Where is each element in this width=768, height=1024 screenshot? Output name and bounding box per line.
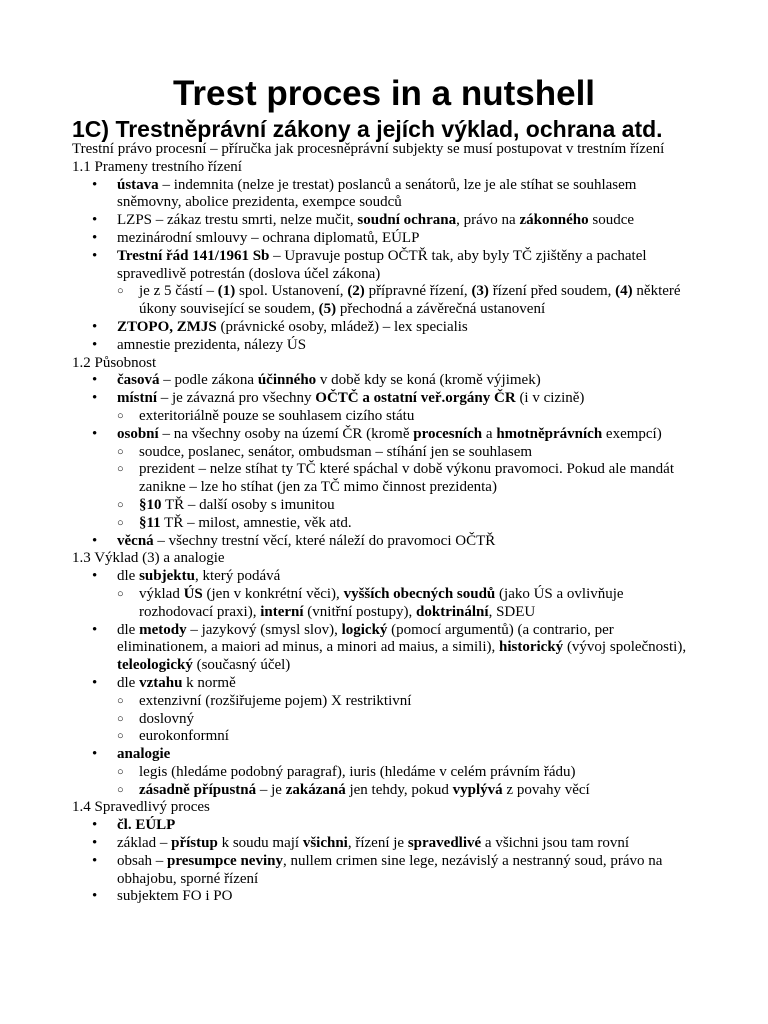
- text-run: amnestie prezidenta, nálezy ÚS: [117, 336, 307, 353]
- text-run: dle: [117, 674, 140, 691]
- bold-text: hmotněprávních: [496, 425, 603, 442]
- text-run: TŘ – milost, amnestie, věk atd.: [160, 514, 352, 531]
- bold-text: vyplývá: [452, 781, 503, 798]
- bold-text: logický: [341, 621, 388, 638]
- sub-bullet-item: [72, 497, 696, 515]
- bold-text: (2): [347, 283, 365, 300]
- text-run: (vnitřní postupy),: [303, 603, 417, 620]
- text-run: , právo na: [456, 212, 520, 229]
- text-run: 1.1 Prameny trestního řízení: [72, 158, 242, 175]
- text-run: – indemnita (nelze je trestat) poslanců a senátorů, lze je ale stíhat se souhlasem sněmovny, abolice prezidenta, exempce soudců: [117, 176, 637, 211]
- bold-text: historický: [499, 639, 564, 656]
- text-run: (současný účel): [192, 657, 291, 674]
- text-run: soudce, poslanec, senátor, ombudsman – stíhání jen se souhlasem: [139, 443, 533, 460]
- text-run: – Upravuje postup OČTŘ tak, aby byly TČ zjištěny a pachatel spravedlivě potrestán (doslova účel zákona): [117, 247, 647, 282]
- text-run: řízení před soudem,: [488, 283, 616, 300]
- text-run: , který podává: [194, 568, 281, 585]
- text-run: (jen v konkrétní věci),: [202, 585, 344, 602]
- text-run: 1.4 Spravedlivý proces: [72, 799, 210, 816]
- sub-bullet-item: [72, 283, 696, 319]
- sub-bullet-item: [72, 711, 696, 729]
- bold-text: metody: [139, 621, 187, 638]
- text-run: soudce: [588, 212, 635, 229]
- text-run: LZPS – zákaz trestu smrti, nelze mučit,: [117, 212, 358, 229]
- bold-text: ÚS: [183, 585, 203, 602]
- text-run: výklad: [139, 585, 184, 602]
- sub-bullet-item: [72, 444, 696, 462]
- text-run: , SDEU: [488, 603, 536, 620]
- document-body: [72, 141, 696, 906]
- text-run: z povahy věcí: [502, 781, 590, 798]
- sub-bullet-item: [72, 586, 696, 622]
- bold-text: (4): [615, 283, 633, 300]
- text-run: obsah –: [117, 852, 167, 869]
- bold-text: subjektu: [139, 568, 195, 585]
- text-run: mezinárodní smlouvy – ochrana diplomatů, EÚLP: [117, 229, 420, 246]
- text-run: a: [482, 425, 497, 442]
- bullet-item: [72, 177, 696, 213]
- bold-text: ústava: [117, 176, 159, 193]
- sub-bullet-item: [72, 693, 696, 711]
- text-run: přípravné řízení,: [364, 283, 472, 300]
- text-run: – jazykový (smysl slov),: [186, 621, 342, 638]
- text-run: (i v cizině): [515, 390, 585, 407]
- paragraph: [72, 141, 696, 159]
- text-run: (vývoj společnosti),: [563, 639, 687, 656]
- sub-bullet-item: [72, 408, 696, 426]
- bullet-item: [72, 746, 696, 764]
- text-run: (jako ÚS a ovlivňuje rozhodovací praxi),: [139, 585, 624, 620]
- text-run: základ –: [117, 835, 172, 852]
- bold-text: OČTČ a ostatní veř.orgány ČR: [315, 390, 516, 407]
- text-run: k soudu mají: [217, 835, 303, 852]
- text-run: (právnické osoby, mládež) – lex specialis: [216, 318, 468, 335]
- bold-text: soudní ochrana: [357, 212, 457, 229]
- paragraph: [72, 159, 696, 177]
- text-run: 1.2 Působnost: [72, 354, 157, 371]
- text-run: (pomocí argumentů) (a contrario, per eliminationem, a maiori ad minus, a minori ad maius, a simili),: [117, 621, 614, 656]
- text-run: TŘ – další osoby s imunitou: [161, 496, 335, 513]
- bold-text: časová: [117, 372, 160, 389]
- paragraph: [72, 550, 696, 568]
- text-run: eurokonformní: [139, 728, 229, 745]
- bold-text: (3): [471, 283, 489, 300]
- bullet-item: [72, 568, 696, 586]
- text-run: – je závazná pro všechny: [157, 390, 316, 407]
- bold-text: interní: [260, 603, 304, 620]
- bold-text: Trestní řád 141/1961 Sb: [117, 247, 270, 264]
- bold-text: §10: [139, 496, 162, 513]
- bullet-item: [72, 372, 696, 390]
- bold-text: §11: [139, 514, 161, 531]
- text-run: exempcí): [602, 425, 662, 442]
- text-run: – podle zákona: [159, 372, 258, 389]
- bold-text: analogie: [117, 746, 171, 763]
- sub-bullet-item: [72, 461, 696, 497]
- text-run: , nullem crimen sine lege, nezávislý a nestranný soud, právo na obhajobu, sporné řízení: [117, 852, 663, 887]
- text-run: subjektem FO i PO: [117, 888, 233, 905]
- bullet-item: [72, 533, 696, 551]
- bold-text: přístup: [171, 835, 218, 852]
- text-run: dle: [117, 621, 140, 638]
- bullet-item: [72, 835, 696, 853]
- bullet-item: [72, 390, 696, 408]
- text-run: – je: [256, 781, 286, 798]
- bold-text: spravedlivé: [407, 835, 482, 852]
- bold-text: zakázaná: [285, 781, 346, 798]
- sub-bullet-item: [72, 515, 696, 533]
- bold-text: vztahu: [139, 674, 183, 691]
- bold-text: presumpce neviny: [167, 852, 283, 869]
- text-run: jen tehdy, pokud: [345, 781, 453, 798]
- text-run: a všichni jsou tam rovní: [481, 835, 630, 852]
- bullet-item: [72, 675, 696, 693]
- bold-text: účinného: [257, 372, 317, 389]
- bullet-item: [72, 337, 696, 355]
- section-heading: 1C) Trestněprávní zákony a jejích výklad, ochrana atd.: [72, 116, 663, 142]
- paragraph: [72, 799, 696, 817]
- text-run: legis (hledáme podobný paragraf), iuris (hledáme v celém právním řádu): [139, 763, 576, 780]
- bold-text: všichni: [302, 835, 348, 852]
- text-run: , řízení je: [347, 835, 408, 852]
- bullet-item: [72, 853, 696, 889]
- bold-text: teleologický: [117, 657, 193, 674]
- text-run: je z 5 částí –: [139, 283, 218, 300]
- text-run: – všechny trestní věcí, které náleží do pravomoci OČTŘ: [153, 532, 496, 549]
- bold-text: zákonného: [519, 212, 589, 229]
- text-run: 1.3 Výklad (3) a analogie: [72, 550, 225, 567]
- bold-text: čl. EÚLP: [117, 817, 176, 834]
- bold-text: (5): [318, 301, 337, 318]
- bold-text: místní: [117, 390, 158, 407]
- sub-bullet-item: [72, 764, 696, 782]
- text-run: prezident – nelze stíhat ty TČ které spáchal v době výkonu pravomoci. Pokud ale mandát zanikne – lze ho stíhat (jen za TČ mimo činnost prezidenta): [139, 461, 674, 496]
- bullet-item: [72, 248, 696, 284]
- bullet-item: [72, 319, 696, 337]
- text-run: k normě: [182, 674, 236, 691]
- text-run: některé úkony související se soudem,: [139, 283, 681, 318]
- bullet-item: [72, 888, 696, 906]
- text-run: doslovný: [139, 710, 195, 727]
- bold-text: osobní: [117, 425, 159, 442]
- text-run: exteritoriálně pouze se souhlasem cizího státu: [139, 407, 415, 424]
- bold-text: ZTOPO, ZMJS: [117, 318, 217, 335]
- bold-text: zásadně přípustná: [139, 781, 257, 798]
- bold-text: doktrinální: [416, 603, 489, 620]
- paragraph: [72, 355, 696, 373]
- bold-text: (1): [217, 283, 236, 300]
- text-run: Trestní právo procesní – příručka jak procesněprávní subjekty se musí postupovat v trestním řízení: [72, 141, 665, 157]
- sub-bullet-item: [72, 782, 696, 800]
- bullet-item: [72, 817, 696, 835]
- bullet-item: [72, 426, 696, 444]
- bold-text: věcná: [117, 532, 154, 549]
- text-run: extenzivní (rozšiřujeme pojem) X restriktivní: [139, 692, 412, 709]
- bold-text: vyšších obecných soudů: [343, 585, 496, 602]
- bullet-item: [72, 622, 696, 675]
- document-title: Trest proces in a nutshell: [172, 74, 596, 113]
- bold-text: procesních: [413, 425, 483, 442]
- text-run: – na všechny osoby na území ČR (kromě: [158, 425, 414, 442]
- bullet-item: [72, 212, 696, 230]
- text-run: přechodná a závěrečná ustanovení: [336, 301, 546, 318]
- bullet-item: [72, 230, 696, 248]
- sub-bullet-item: [72, 728, 696, 746]
- text-run: v době kdy se koná (kromě výjimek): [316, 372, 541, 389]
- text-run: spol. Ustanovení,: [235, 283, 348, 300]
- text-run: dle: [117, 568, 140, 585]
